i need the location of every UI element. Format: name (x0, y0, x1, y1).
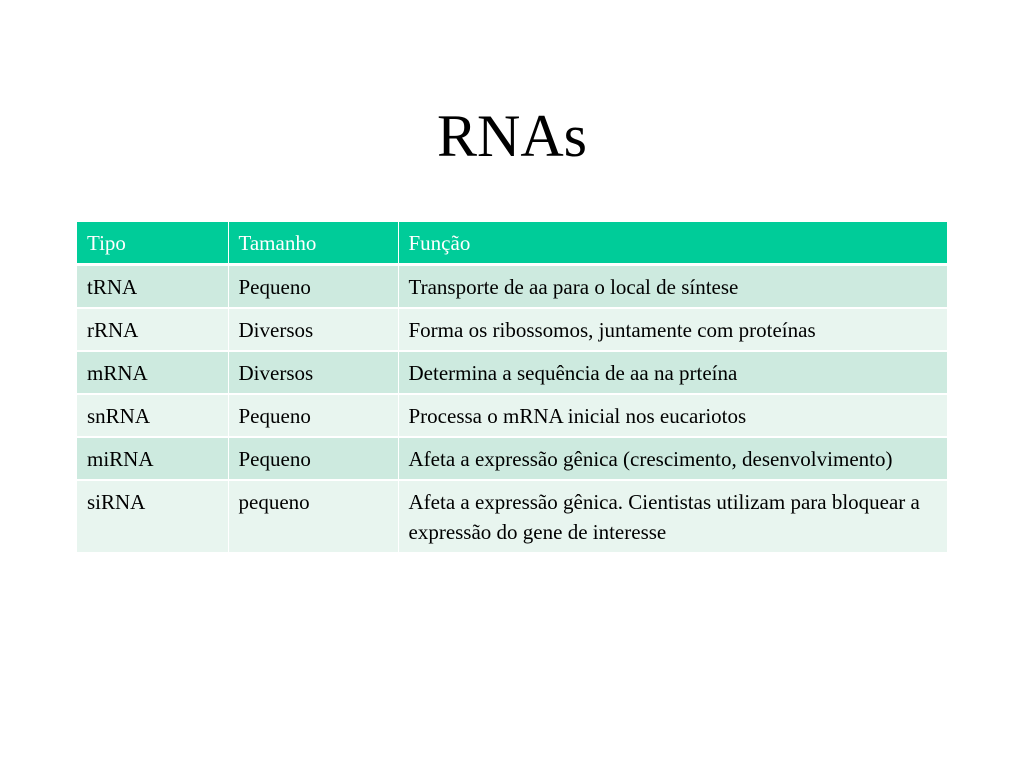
header-tamanho: Tamanho (228, 222, 398, 265)
cell-funcao: Processa o mRNA inicial nos eucariotos (398, 394, 947, 437)
table-row (77, 351, 947, 394)
table-header-row (77, 222, 947, 265)
cell-funcao: Afeta a expressão gênica (crescimento, desenvolvimento) (398, 437, 947, 480)
cell-tamanho: pequeno (228, 480, 398, 553)
rna-table (77, 222, 947, 554)
cell-tamanho: Diversos (228, 351, 398, 394)
cell-tipo: mRNA (77, 351, 228, 394)
cell-funcao: Determina a sequência de aa na prteína (398, 351, 947, 394)
table-row (77, 437, 947, 480)
cell-funcao: Afeta a expressão gênica. Cientistas utilizam para bloquear a expressão do gene de interesse (398, 480, 947, 553)
header-tipo: Tipo (77, 222, 228, 265)
cell-funcao: Forma os ribossomos, juntamente com proteínas (398, 308, 947, 351)
cell-tamanho: Pequeno (228, 394, 398, 437)
table-row (77, 265, 947, 309)
table-row (77, 308, 947, 351)
cell-tipo: snRNA (77, 394, 228, 437)
cell-tamanho: Diversos (228, 308, 398, 351)
cell-tipo: tRNA (77, 265, 228, 309)
cell-tamanho: Pequeno (228, 265, 398, 309)
slide-title: RNAs (436, 103, 588, 169)
header-funcao: Função (398, 222, 947, 265)
cell-tipo: rRNA (77, 308, 228, 351)
cell-tamanho: Pequeno (228, 437, 398, 480)
table-row (77, 394, 947, 437)
table-row (77, 480, 947, 553)
cell-funcao: Transporte de aa para o local de síntese (398, 265, 947, 309)
cell-tipo: miRNA (77, 437, 228, 480)
cell-tipo: siRNA (77, 480, 228, 553)
